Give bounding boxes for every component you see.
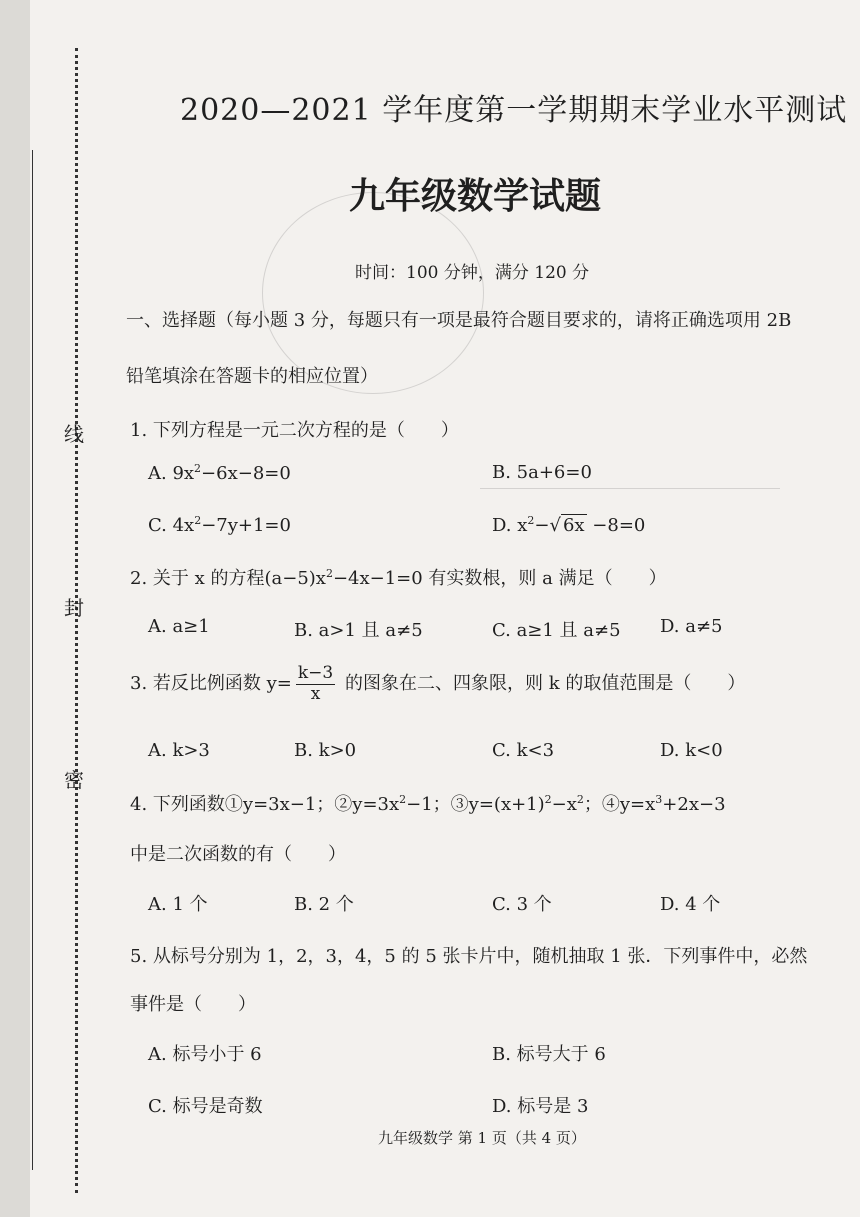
question-2-option-d: D. a≠5	[660, 616, 723, 637]
question-1-option-c: C. $4x^2-7y+1=0$	[148, 514, 291, 536]
question-2-option-a: A. a≥1	[148, 616, 210, 637]
question-3-stem: 3. 若反比例函数 y= $\frac{k-3}{x}$ 的图象在二、四象限，则 k 的取值范围是（ ）	[130, 663, 746, 704]
question-4-stem: 4. 下列函数①y=3x−1；$②y=3x^2-1$；$③y=(x+1)^2-x^2$；$④y=x^3+2x-3$	[130, 793, 726, 815]
question-5-option-b: B. 标号大于 6	[492, 1044, 606, 1065]
question-1-stem: 1. 下列方程是一元二次方程的是（ ）	[130, 420, 459, 441]
question-4-stem-line2: 中是二次函数的有（ ）	[130, 844, 346, 865]
question-5-stem-line1: 5. 从标号分别为 1，2，3，4，5 的 5 张卡片中，随机抽取 1 张．下列事件中，必然	[130, 946, 808, 967]
margin-label-secret: 密	[64, 768, 84, 792]
question-5-option-a: A. 标号小于 6	[148, 1044, 262, 1065]
binding-strip	[0, 0, 30, 1217]
margin-label-seal: 封	[64, 596, 84, 620]
question-3-option-b: B. k>0	[294, 740, 357, 761]
question-2-option-b: B. a>1 且 a≠5	[294, 620, 423, 641]
question-4-option-b: B. 2 个	[294, 894, 354, 915]
section-heading-line1: 一、选择题（每小题 3 分，每题只有一项是最符合题目要求的，请将正确选项用 2B	[126, 310, 792, 331]
exam-time-score: 时间：100 分钟，满分 120 分	[355, 263, 590, 283]
section-heading-line2: 铅笔填涂在答题卡的相应位置）	[126, 366, 378, 387]
question-5-stem-line2: 事件是（ ）	[130, 994, 256, 1015]
question-4-option-a: A. 1 个	[148, 894, 208, 915]
page-footer: 九年级数学 第 1 页（共 4 页）	[378, 1129, 586, 1147]
exam-subtitle: 九年级数学试题	[349, 176, 602, 217]
question-3-option-c: C. k<3	[492, 740, 555, 761]
question-4-option-d: D. 4 个	[660, 894, 721, 915]
fraction: $\frac{k-3}{x}$	[297, 663, 334, 704]
question-5-option-d: D. 标号是 3	[492, 1096, 589, 1117]
question-1-option-d: D. $x^2-√$ 6x −8=0	[492, 514, 646, 536]
binding-line	[32, 150, 33, 1170]
question-2-stem: 2. 关于 x 的方程$(a-5)x^2-4x-1=0$ 有实数根，则 a 满足（ ）	[130, 567, 667, 589]
question-1-option-a: A. $9x^2-6x-8=0$	[148, 462, 291, 484]
bleed-through-line	[480, 488, 780, 489]
question-3-option-d: D. k<0	[660, 740, 723, 761]
margin-label-line: 线	[64, 422, 84, 446]
exam-title: 2020—2021 学年度第一学期期末学业水平测试	[180, 93, 848, 128]
question-5-option-c: C. 标号是奇数	[148, 1096, 263, 1117]
question-3-option-a: A. k>3	[148, 740, 210, 761]
question-4-option-c: C. 3 个	[492, 894, 552, 915]
question-1-option-b: B. 5a+6=0	[492, 462, 592, 483]
question-2-option-c: C. a≥1 且 a≠5	[492, 620, 621, 641]
